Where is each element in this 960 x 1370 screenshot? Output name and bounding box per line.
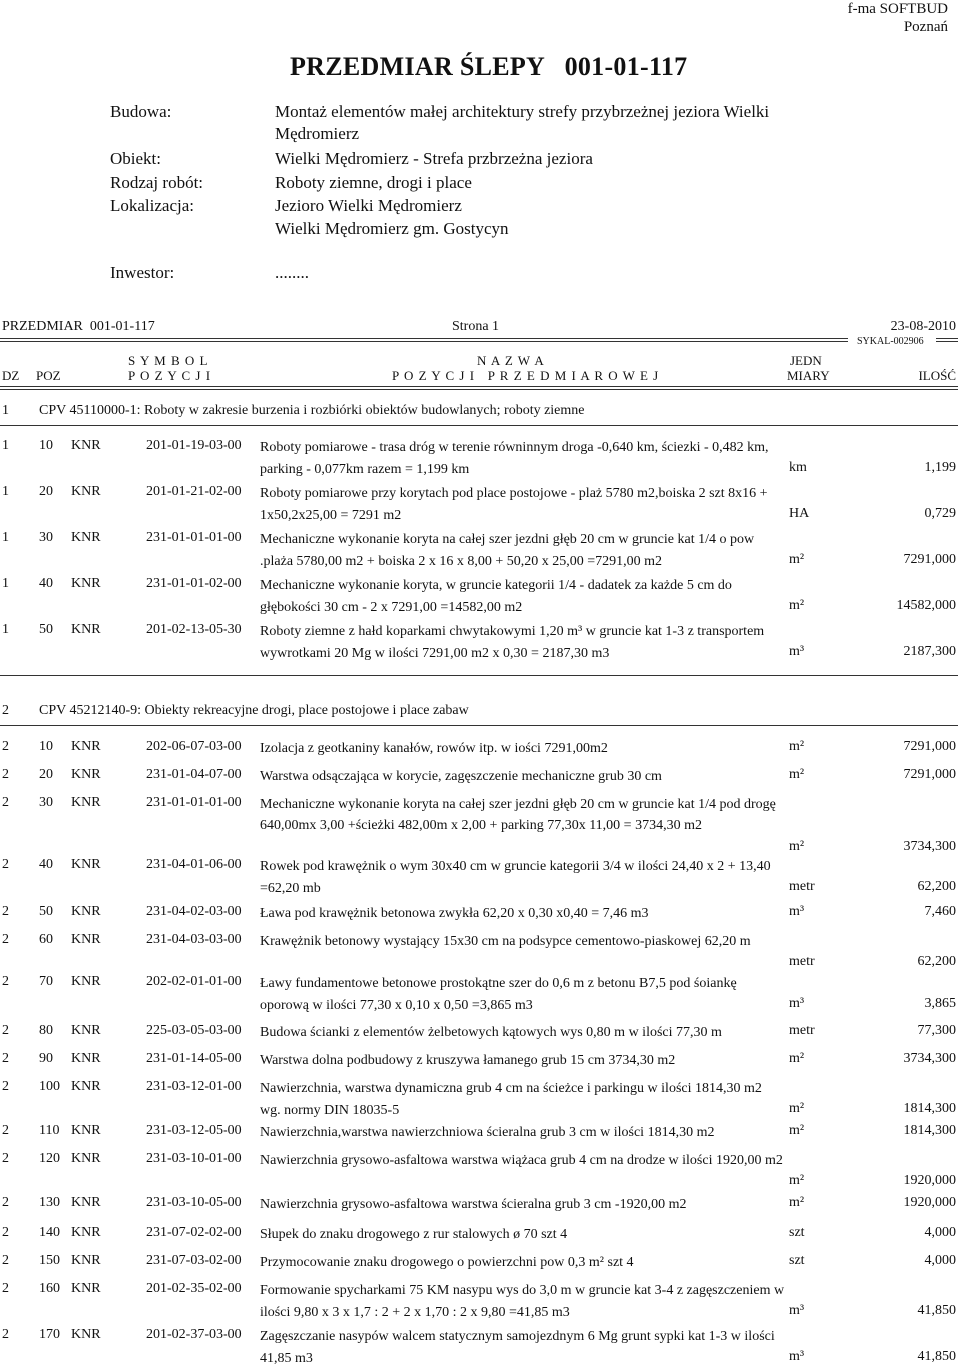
row-code: 231-07-02-02-00 <box>146 1225 242 1240</box>
col-symbol-1: S Y M B O L <box>128 353 209 368</box>
company-name: f-ma SOFTBUD <box>847 1 948 17</box>
doc-date: 23-08-2010 <box>890 319 956 334</box>
row-unit: m² <box>789 1195 805 1210</box>
row-poz: 10 <box>39 438 53 453</box>
row-knr: KNR <box>71 1281 101 1296</box>
row-dz: 1 <box>2 576 9 591</box>
row-unit: m³ <box>789 904 805 919</box>
row-poz: 50 <box>39 622 53 637</box>
row-quantity: 3734,300 <box>903 839 956 854</box>
row-poz: 20 <box>39 484 53 499</box>
row-code: 201-02-35-02-00 <box>146 1281 242 1296</box>
row-dz: 1 <box>2 530 9 545</box>
row-dz: 2 <box>2 1327 9 1342</box>
row-unit: metr <box>789 954 815 969</box>
row-description: Zagęszczanie nasypów walcem statycznym samojezdnym 6 Mg grunt sypki kat 1-3 w ilości 41,85 m3 <box>260 1329 775 1366</box>
header-rule-end <box>936 338 958 342</box>
row-poz: 140 <box>39 1225 60 1240</box>
col-nazwa-2: P O Z Y C J I P R Z E D M I A R O W E J <box>392 368 660 383</box>
row-poz: 30 <box>39 530 53 545</box>
row-quantity: 1814,300 <box>903 1101 956 1116</box>
inwestor-value: ........ <box>275 263 309 282</box>
row-description: Krawężnik betonowy wystający 15x30 cm na podsypce cementowo-piaskowej 62,20 m <box>260 934 751 949</box>
row-knr: KNR <box>71 767 101 782</box>
row-unit: szt <box>789 1253 805 1268</box>
row-description: Budowa ścianki z elementów żelbetowych kątowych wys 0,80 m w ilości 77,30 m <box>260 1025 722 1040</box>
row-quantity: 77,300 <box>917 1023 956 1038</box>
doc-number: PRZEDMIAR 001-01-117 <box>2 319 155 334</box>
row-dz: 2 <box>2 739 9 754</box>
row-knr: KNR <box>71 1079 101 1094</box>
row-code: 201-01-19-03-00 <box>146 438 242 453</box>
row-dz: 2 <box>2 974 9 989</box>
col-jedn-1: JEDN <box>790 353 822 368</box>
row-quantity: 4,000 <box>924 1225 956 1240</box>
header-rule <box>0 338 848 342</box>
row-code: 231-01-14-05-00 <box>146 1051 242 1066</box>
section-title: CPV 45110000-1: Roboty w zakresie burzenia i rozbiórki obiektów budowlanych; roboty ziemne <box>39 403 585 418</box>
row-poz: 40 <box>39 857 53 872</box>
row-knr: KNR <box>71 438 101 453</box>
row-quantity: 1814,300 <box>903 1123 956 1138</box>
row-dz: 2 <box>2 1281 9 1296</box>
row-quantity: 7291,000 <box>903 739 956 754</box>
row-quantity: 7291,000 <box>903 767 956 782</box>
section-dz: 1 <box>2 403 9 418</box>
row-unit: m² <box>789 739 805 754</box>
section-dz: 2 <box>2 703 9 718</box>
row-quantity: 41,850 <box>917 1303 956 1318</box>
row-code: 231-03-10-05-00 <box>146 1195 242 1210</box>
row-quantity: 3734,300 <box>903 1051 956 1066</box>
row-code: 201-02-13-05-30 <box>146 622 242 637</box>
row-poz: 90 <box>39 1051 53 1066</box>
row-dz: 1 <box>2 622 9 637</box>
row-unit: HA <box>789 506 810 521</box>
row-knr: KNR <box>71 974 101 989</box>
row-unit: m² <box>789 598 805 613</box>
inwestor-label: Inwestor: <box>110 263 175 282</box>
row-unit: km <box>789 460 807 475</box>
row-poz: 40 <box>39 576 53 591</box>
lokalizacja-label: Lokalizacja: <box>110 196 195 215</box>
row-description: Warstwa odsączająca w korycie, zagęszczenie mechaniczne grub 30 cm <box>260 769 662 784</box>
row-poz: 170 <box>39 1327 60 1342</box>
row-dz: 2 <box>2 795 9 810</box>
row-description: Roboty pomiarowe - trasa dróg w terenie równinnym droga -0,640 km, ściezki - 0,482 km, parking - 0,077km razem = 1,199 km <box>260 440 769 477</box>
lokalizacja-line2: Wielki Mędromierz gm. Gostycyn <box>275 219 509 238</box>
row-code: 231-03-12-01-00 <box>146 1079 242 1094</box>
section-end-rule <box>0 675 958 676</box>
col-poz: POZ <box>36 368 61 383</box>
page-number: Strona 1 <box>452 319 500 334</box>
row-quantity: 62,200 <box>917 879 956 894</box>
row-quantity: 62,200 <box>917 954 956 969</box>
lokalizacja-line1: Jezioro Wielki Mędromierz <box>275 196 462 215</box>
row-poz: 10 <box>39 739 53 754</box>
row-description: Roboty pomiarowe przy korytach pod place postojowe - plaż 5780 m2,boiska 2 szt 8x16 + 1x50,2x25,00 = 7291 m2 <box>260 486 768 523</box>
row-unit: metr <box>789 879 815 894</box>
row-unit: m³ <box>789 1303 805 1318</box>
row-knr: KNR <box>71 622 101 637</box>
budowa-line1: Montaż elementów małej architektury strefy przybrzeżnej jeziora Wielki <box>275 102 770 121</box>
row-description: Przymocowanie znaku drogowego o powierzchni pow 0,3 m² szt 4 <box>260 1255 634 1270</box>
row-knr: KNR <box>71 904 101 919</box>
row-quantity: 4,000 <box>924 1253 956 1268</box>
row-code: 231-01-01-01-00 <box>146 795 242 810</box>
row-poz: 110 <box>39 1123 60 1138</box>
row-description: Izolacja z geotkaniny kanałów, rowów itp. w iości 7291,00m2 <box>260 741 608 756</box>
columns-rule <box>0 386 958 390</box>
row-code: 201-01-21-02-00 <box>146 484 242 499</box>
row-code: 231-03-10-01-00 <box>146 1151 242 1166</box>
row-quantity: 14582,000 <box>896 598 956 613</box>
row-quantity: 7291,000 <box>903 552 956 567</box>
row-quantity: 1920,000 <box>903 1195 956 1210</box>
row-code: 202-02-01-01-00 <box>146 974 242 989</box>
row-unit: metr <box>789 1023 815 1038</box>
row-quantity: 41,850 <box>917 1349 956 1364</box>
row-quantity: 3,865 <box>924 996 956 1011</box>
row-poz: 100 <box>39 1079 60 1094</box>
row-knr: KNR <box>71 1023 101 1038</box>
row-unit: m² <box>789 552 805 567</box>
row-dz: 2 <box>2 1123 9 1138</box>
budowa-line2: Mędromierz <box>275 124 360 143</box>
row-knr: KNR <box>71 576 101 591</box>
row-knr: KNR <box>71 795 101 810</box>
row-dz: 2 <box>2 1079 9 1094</box>
row-poz: 60 <box>39 932 53 947</box>
row-description: Nawierzchnia grysowo-asfaltowa warstwa wiążaca grub 4 cm na drodze w ilości 1920,00 m2 <box>260 1153 783 1168</box>
row-description: Rowek pod krawężnik o wym 30x40 cm w gruncie kategorii 3/4 w ilości 24,40 x 2 + 13,40 =62,20 mb <box>260 859 771 896</box>
doc-code: SYKAL-002906 <box>857 336 924 347</box>
section-title: CPV 45212140-9: Obiekty rekreacyjne drogi, place postojowe i place zabaw <box>39 703 469 718</box>
row-quantity: 2187,300 <box>903 644 956 659</box>
row-knr: KNR <box>71 1253 101 1268</box>
row-dz: 2 <box>2 1023 9 1038</box>
row-knr: KNR <box>71 1151 101 1166</box>
row-description: Mechaniczne wykonanie koryta, w gruncie kategorii 1/4 - dadatek za każde 5 cm do głębokości 30 cm - 2 x 7291,00 =14582,00 m2 <box>260 578 732 615</box>
row-code: 225-03-05-03-00 <box>146 1023 242 1038</box>
row-quantity: 0,729 <box>924 506 956 521</box>
row-unit: m² <box>789 767 805 782</box>
row-description: Ławy fundamentowe betonowe prostokątne szer do 0,6 m z betonu B7,5 pod śoiankę oporową w ilości 77,30 x 0,10 x 0,50 =3,865 m3 <box>260 976 737 1013</box>
col-symbol-2: P O Z Y C J I <box>128 368 212 383</box>
row-knr: KNR <box>71 484 101 499</box>
row-dz: 2 <box>2 904 9 919</box>
row-knr: KNR <box>71 857 101 872</box>
page-title: PRZEDMIAR ŚLEPY 001-01-117 <box>290 52 688 81</box>
row-description: Słupek do znaku drogowego z rur stalowych ø 70 szt 4 <box>260 1227 568 1242</box>
row-quantity: 7,460 <box>924 904 956 919</box>
row-poz: 50 <box>39 904 53 919</box>
row-code: 231-01-04-07-00 <box>146 767 242 782</box>
row-poz: 20 <box>39 767 53 782</box>
row-unit: m³ <box>789 996 805 1011</box>
row-description: Warstwa dolna podbudowy z kruszywa łamanego grub 15 cm 3734,30 m2 <box>260 1053 676 1068</box>
row-description: Roboty ziemne z hałd koparkami chwytakowymi 1,20 m³ w gruncie kat 1-3 z transportem wywrotkami 20 Mg w ilości 7291,00 m2 x 0,30 = 2187,30 m3 <box>260 624 765 661</box>
row-dz: 2 <box>2 1195 9 1210</box>
row-dz: 2 <box>2 1151 9 1166</box>
row-description: Nawierzchnia,warstwa nawierzchniowa ścieralna grub 3 cm w ilości 1814,30 m2 <box>260 1125 715 1140</box>
row-unit: m² <box>789 1051 805 1066</box>
row-unit: m² <box>789 1101 805 1116</box>
col-jedn-2: MIARY <box>787 368 830 383</box>
row-description: Mechaniczne wykonanie koryta na całej szer jezdni głęb 20 cm w gruncie kat 1/4 o pow .plaża 5780,00 m2 + boiska 2 x 16 x 8,00 + 50,20 x 25,00 =7291,00 m2 <box>260 532 755 569</box>
row-knr: KNR <box>71 530 101 545</box>
row-poz: 30 <box>39 795 53 810</box>
row-code: 201-02-37-03-00 <box>146 1327 242 1342</box>
row-knr: KNR <box>71 739 101 754</box>
row-poz: 130 <box>39 1195 60 1210</box>
row-dz: 2 <box>2 857 9 872</box>
row-code: 231-01-01-02-00 <box>146 576 242 591</box>
row-code: 231-01-01-01-00 <box>146 530 242 545</box>
row-description: Nawierzchnia, warstwa dynamiczna grub 4 cm na ścieżce i parkingu w ilości 1814,30 m2 wg. normy DIN 18035-5 <box>260 1081 762 1118</box>
row-description: Ława pod krawężnik betonowa zwykła 62,20 x 0,30 x0,40 = 7,46 m3 <box>260 906 649 921</box>
section-rule <box>0 425 958 426</box>
row-dz: 2 <box>2 1253 9 1268</box>
row-description: Mechaniczne wykonanie koryta na całej szer jezdni głęb 20 cm w gruncie kat 1/4 pod drogę 640,00mx 3,00 +ścieżki 482,00m x 2,00 + parking 77,30x 11,00 = 3734,30 m2 <box>260 797 776 833</box>
obiekt-label: Obiekt: <box>110 149 161 168</box>
rodzaj-label: Rodzaj robót: <box>110 173 204 192</box>
row-knr: KNR <box>71 1327 101 1342</box>
row-knr: KNR <box>71 1225 101 1240</box>
row-dz: 2 <box>2 1225 9 1240</box>
row-quantity: 1920,000 <box>903 1173 956 1188</box>
col-dz: DZ <box>2 368 20 383</box>
row-description: Formowanie spycharkami 75 KM nasypu wys do 3,0 m w gruncie kat 3-4 z zagęszczeniem w ilości 9,80 x 3 x 1,7 : 2 + 2 x 1,70 : 2 x 9,80 =41,85 m3 <box>260 1283 785 1320</box>
company-block <box>848 0 948 36</box>
rodzaj-value: Roboty ziemne, drogi i place <box>275 173 472 192</box>
row-code: 231-04-03-03-00 <box>146 932 242 947</box>
row-poz: 80 <box>39 1023 53 1038</box>
row-knr: KNR <box>71 1051 101 1066</box>
row-code: 202-06-07-03-00 <box>146 739 242 754</box>
row-unit: m² <box>789 1123 805 1138</box>
row-code: 231-04-02-03-00 <box>146 904 242 919</box>
row-knr: KNR <box>71 932 101 947</box>
col-nazwa-1: N A Z W A <box>477 353 545 368</box>
row-code: 231-04-01-06-00 <box>146 857 242 872</box>
row-unit: szt <box>789 1225 805 1240</box>
row-unit: m³ <box>789 644 805 659</box>
budowa-label: Budowa: <box>110 102 172 121</box>
row-description: Nawierzchnia grysowo-asfaltowa warstwa ścieralna grub 3 cm -1920,00 m2 <box>260 1197 687 1212</box>
row-poz: 70 <box>39 974 53 989</box>
row-unit: m³ <box>789 1349 805 1364</box>
row-dz: 1 <box>2 438 9 453</box>
company-city: Poznań <box>903 19 948 35</box>
row-quantity: 1,199 <box>924 460 956 475</box>
row-poz: 150 <box>39 1253 60 1268</box>
row-knr: KNR <box>71 1195 101 1210</box>
row-dz: 2 <box>2 767 9 782</box>
row-code: 231-03-12-05-00 <box>146 1123 242 1138</box>
row-poz: 160 <box>39 1281 60 1296</box>
row-unit: m² <box>789 839 805 854</box>
row-dz: 2 <box>2 1051 9 1066</box>
row-knr: KNR <box>71 1123 101 1138</box>
row-dz: 2 <box>2 932 9 947</box>
section-rule <box>0 725 958 726</box>
row-unit: m² <box>789 1173 805 1188</box>
row-dz: 1 <box>2 484 9 499</box>
col-ilosc: ILOŚĆ <box>918 368 956 383</box>
row-code: 231-07-03-02-00 <box>146 1253 242 1268</box>
obiekt-value: Wielki Mędromierz - Strefa przbrzeżna jeziora <box>275 149 593 168</box>
row-poz: 120 <box>39 1151 60 1166</box>
